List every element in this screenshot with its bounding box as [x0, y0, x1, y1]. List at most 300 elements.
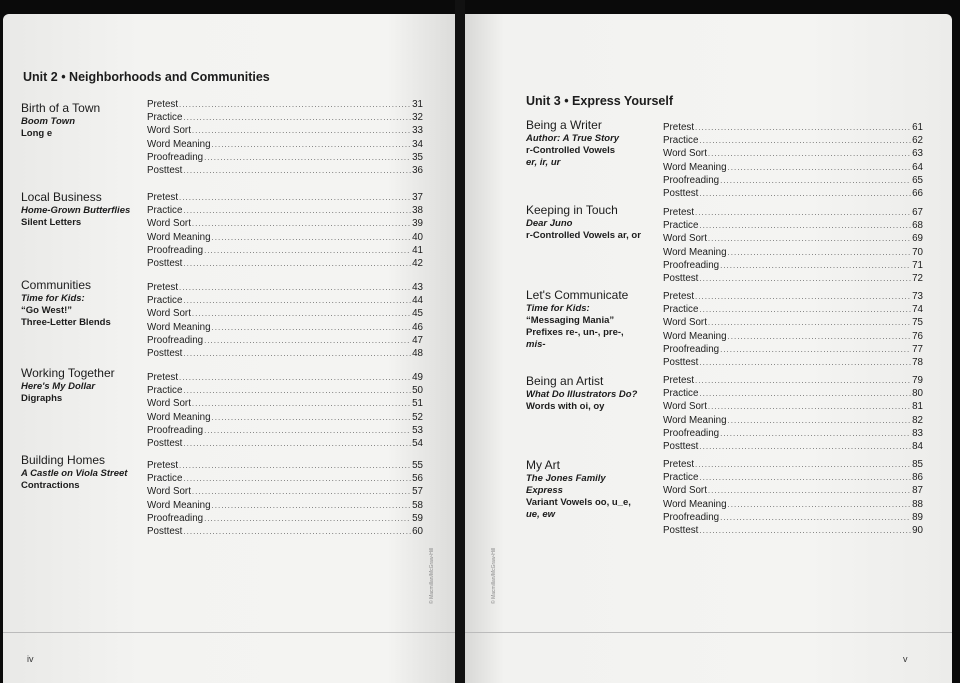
- toc-entry[interactable]: [147, 371, 423, 384]
- toc-entry-list: [663, 458, 923, 537]
- copyright-notice: © Macmillan/McGraw-Hill: [429, 547, 435, 604]
- section-title: Local Business: [21, 190, 102, 204]
- unit-heading: Unit 2 • Neighborhoods and Communities: [23, 70, 270, 84]
- toc-entry[interactable]: [147, 459, 423, 472]
- dot-leader: [192, 397, 411, 410]
- dot-leader: [204, 512, 411, 525]
- dot-leader: [695, 206, 911, 219]
- dot-leader: [204, 334, 411, 347]
- toc-entry[interactable]: [147, 191, 423, 204]
- toc-section: [526, 289, 628, 351]
- entry-label: Pretest: [663, 291, 695, 302]
- entry-label: Word Meaning: [147, 231, 211, 243]
- section-title: Let's Communicate: [526, 288, 629, 302]
- toc-entry[interactable]: [147, 294, 423, 307]
- toc-entry[interactable]: [663, 316, 923, 329]
- toc-entry-list: [147, 191, 423, 270]
- toc-entry[interactable]: [663, 187, 923, 200]
- toc-entry[interactable]: [147, 151, 423, 164]
- toc-section: [21, 367, 115, 405]
- entry-label: Pretest: [147, 460, 179, 471]
- toc-entry[interactable]: [147, 124, 423, 137]
- entry-label: Posttest: [147, 526, 183, 538]
- section-subtitle: Silent Letters: [21, 217, 82, 228]
- section-subtitle: r-Controlled Vowels: [526, 145, 616, 156]
- entry-page-number: 55: [412, 460, 423, 471]
- dot-leader: [699, 134, 911, 147]
- entry-label: Posttest: [147, 165, 183, 177]
- unit-heading: Unit 3 • Express Yourself: [526, 94, 674, 108]
- section-title: Birth of a Town: [21, 101, 101, 115]
- entry-page-number: 64: [912, 161, 923, 173]
- toc-entry[interactable]: [663, 343, 923, 356]
- section-subtitle: mis-: [526, 339, 546, 350]
- section-subtitle: Long e: [21, 128, 53, 139]
- entry-label: Word Sort: [663, 485, 707, 497]
- entry-page-number: 47: [412, 334, 423, 346]
- dot-leader: [728, 498, 912, 511]
- dot-leader: [699, 219, 911, 232]
- dot-leader: [728, 161, 912, 174]
- toc-entry[interactable]: [663, 303, 923, 316]
- entry-label: Proofreading: [147, 334, 204, 346]
- section-subtitle: Time for Kids:: [21, 293, 85, 304]
- toc-entry[interactable]: [147, 334, 423, 347]
- toc-entry[interactable]: [147, 138, 423, 151]
- dot-leader: [720, 511, 911, 524]
- entry-label: Word Sort: [147, 218, 191, 230]
- toc-entry[interactable]: [663, 498, 923, 511]
- entry-label: Word Sort: [663, 233, 707, 245]
- entry-page-number: 32: [412, 112, 423, 124]
- entry-label: Practice: [147, 295, 183, 307]
- toc-entry[interactable]: [147, 525, 423, 538]
- entry-page-number: 42: [412, 258, 423, 270]
- entry-page-number: 83: [912, 427, 923, 439]
- dot-leader: [728, 330, 912, 343]
- dot-leader: [183, 294, 411, 307]
- entry-page-number: 60: [412, 526, 423, 538]
- dot-leader: [699, 187, 911, 200]
- dot-leader: [720, 174, 911, 187]
- section-subtitle: A Castle on Viola Street: [21, 468, 128, 479]
- entry-page-number: 70: [912, 246, 923, 258]
- toc-entry[interactable]: [147, 244, 423, 257]
- entry-label: Posttest: [663, 273, 699, 285]
- entry-page-number: 69: [912, 233, 923, 245]
- toc-entry[interactable]: [147, 499, 423, 512]
- entry-label: Proofreading: [663, 259, 720, 271]
- entry-label: Practice: [663, 304, 699, 316]
- entry-label: Proofreading: [147, 424, 204, 436]
- entry-label: Pretest: [147, 192, 179, 203]
- toc-section: [21, 191, 130, 229]
- dot-leader: [183, 384, 411, 397]
- entry-page-number: 68: [912, 220, 923, 232]
- entry-page-number: 58: [412, 499, 423, 511]
- dot-leader: [708, 400, 911, 413]
- section-subtitle: Boom Town: [21, 116, 75, 127]
- dot-leader: [728, 414, 912, 427]
- entry-label: Practice: [663, 388, 699, 400]
- entry-label: Word Meaning: [147, 499, 211, 511]
- toc-entry[interactable]: [663, 161, 923, 174]
- entry-page-number: 77: [912, 343, 923, 355]
- toc-entry[interactable]: [147, 164, 423, 177]
- entry-page-number: 71: [912, 259, 923, 271]
- entry-page-number: 82: [912, 414, 923, 426]
- section-title: My Art: [526, 458, 561, 472]
- dot-leader: [183, 472, 411, 485]
- entry-label: Pretest: [147, 282, 179, 293]
- entry-page-number: 78: [912, 357, 923, 369]
- toc-entry[interactable]: [663, 272, 923, 285]
- section-title: Building Homes: [21, 453, 106, 467]
- dot-leader: [720, 259, 911, 272]
- dot-leader: [708, 232, 911, 245]
- entry-label: Practice: [663, 472, 699, 484]
- toc-entry[interactable]: [663, 259, 923, 272]
- entry-page-number: 89: [912, 511, 923, 523]
- toc-entry[interactable]: [663, 174, 923, 187]
- toc-entry[interactable]: [663, 246, 923, 259]
- entry-label: Word Meaning: [663, 414, 727, 426]
- toc-entry[interactable]: [663, 219, 923, 232]
- entry-label: Posttest: [663, 357, 699, 369]
- entry-label: Posttest: [663, 525, 699, 537]
- toc-section: [526, 375, 637, 413]
- entry-page-number: 37: [412, 192, 423, 203]
- toc-entry[interactable]: [663, 440, 923, 453]
- toc-section: [21, 102, 100, 140]
- entry-page-number: 45: [412, 308, 423, 320]
- entry-page-number: 41: [412, 244, 423, 256]
- entry-label: Practice: [147, 473, 183, 485]
- toc-entry[interactable]: [663, 484, 923, 497]
- toc-entry-list: [663, 121, 923, 200]
- dot-leader: [695, 121, 911, 134]
- entry-page-number: 88: [912, 498, 923, 510]
- toc-entry[interactable]: [663, 290, 923, 303]
- toc-entry-list: [663, 206, 923, 285]
- section-subtitle: Here's My Dollar: [21, 381, 96, 392]
- toc-entry[interactable]: [147, 204, 423, 217]
- entry-label: Proofreading: [663, 427, 720, 439]
- dot-leader: [212, 411, 412, 424]
- toc-entry[interactable]: [147, 397, 423, 410]
- dot-leader: [183, 204, 411, 217]
- toc-entry-list: [663, 290, 923, 369]
- entry-page-number: 87: [912, 485, 923, 497]
- dot-leader: [192, 217, 411, 230]
- dot-leader: [699, 356, 911, 369]
- dot-leader: [728, 246, 912, 259]
- entry-page-number: 86: [912, 472, 923, 484]
- entry-page-number: 33: [412, 125, 423, 137]
- dot-leader: [179, 459, 411, 472]
- section-subtitle: “Messaging Mania”: [526, 315, 615, 326]
- section-subtitle: Home-Grown Butterflies: [21, 205, 131, 216]
- section-subtitle: Variant Vowels oo, u_e,: [526, 497, 631, 508]
- section-subtitle: Words with oi, oy: [526, 401, 605, 412]
- toc-entry[interactable]: [663, 524, 923, 537]
- entry-page-number: 43: [412, 282, 423, 293]
- toc-entry[interactable]: [147, 321, 423, 334]
- toc-entry[interactable]: [663, 356, 923, 369]
- entry-page-number: 85: [912, 459, 923, 470]
- entry-label: Word Meaning: [147, 411, 211, 423]
- entry-label: Proofreading: [147, 512, 204, 524]
- toc-entry-list: [147, 281, 423, 360]
- entry-label: Practice: [663, 220, 699, 232]
- dot-leader: [212, 499, 412, 512]
- dot-leader: [212, 321, 412, 334]
- entry-page-number: 49: [412, 372, 423, 383]
- section-title: Keeping in Touch: [526, 203, 618, 217]
- entry-page-number: 65: [912, 174, 923, 186]
- dot-leader: [204, 244, 411, 257]
- entry-page-number: 63: [912, 148, 923, 160]
- entry-page-number: 66: [912, 188, 923, 200]
- entry-page-number: 54: [412, 438, 423, 450]
- toc-entry[interactable]: [147, 347, 423, 360]
- entry-page-number: 79: [912, 375, 923, 386]
- toc-entry[interactable]: [663, 471, 923, 484]
- entry-label: Word Sort: [147, 398, 191, 410]
- toc-entry[interactable]: [147, 231, 423, 244]
- entry-page-number: 44: [412, 295, 423, 307]
- section-title: Being a Writer: [526, 118, 602, 132]
- toc-entry[interactable]: [663, 427, 923, 440]
- section-subtitle: er, ir, ur: [526, 157, 561, 168]
- entry-label: Word Meaning: [147, 138, 211, 150]
- entry-page-number: 81: [912, 401, 923, 413]
- entry-page-number: 34: [412, 138, 423, 150]
- dot-leader: [699, 303, 911, 316]
- dot-leader: [179, 191, 411, 204]
- page-number: v: [903, 654, 908, 664]
- dot-leader: [695, 290, 911, 303]
- section-subtitle: The Jones Family: [526, 473, 606, 484]
- toc-entry[interactable]: [147, 257, 423, 270]
- toc-entry-list: [147, 98, 423, 177]
- entry-page-number: 73: [912, 291, 923, 302]
- entry-label: Pretest: [147, 372, 179, 383]
- entry-label: Word Meaning: [663, 330, 727, 342]
- toc-entry[interactable]: [663, 387, 923, 400]
- dot-leader: [192, 307, 411, 320]
- dot-leader: [183, 437, 411, 450]
- dot-leader: [699, 272, 911, 285]
- left-page: [3, 14, 455, 683]
- section-subtitle: Digraphs: [21, 393, 63, 404]
- section-subtitle: What Do Illustrators Do?: [526, 389, 638, 400]
- toc-section: [526, 459, 631, 521]
- entry-label: Pretest: [663, 122, 695, 133]
- footer-rule: [465, 632, 952, 633]
- dot-leader: [183, 257, 411, 270]
- entry-label: Posttest: [147, 348, 183, 360]
- toc-entry[interactable]: [663, 511, 923, 524]
- entry-label: Word Sort: [147, 486, 191, 498]
- dot-leader: [204, 151, 411, 164]
- book-gutter: [455, 0, 465, 683]
- toc-section: [21, 454, 127, 492]
- dot-leader: [179, 371, 411, 384]
- dot-leader: [212, 231, 412, 244]
- entry-label: Posttest: [147, 258, 183, 270]
- entry-label: Pretest: [663, 207, 695, 218]
- toc-section: [21, 279, 111, 329]
- toc-entry[interactable]: [147, 512, 423, 525]
- copyright-notice: © Macmillan/McGraw-Hill: [491, 547, 497, 604]
- toc-entry[interactable]: [147, 472, 423, 485]
- entry-page-number: 67: [912, 207, 923, 218]
- entry-page-number: 51: [412, 398, 423, 410]
- toc-entry[interactable]: [663, 232, 923, 245]
- entry-page-number: 80: [912, 388, 923, 400]
- entry-page-number: 50: [412, 385, 423, 397]
- entry-page-number: 75: [912, 317, 923, 329]
- entry-label: Word Meaning: [663, 498, 727, 510]
- entry-page-number: 72: [912, 273, 923, 285]
- toc-entry[interactable]: [663, 400, 923, 413]
- entry-page-number: 76: [912, 330, 923, 342]
- dot-leader: [183, 111, 411, 124]
- section-subtitle: “Go West!”: [21, 305, 73, 316]
- dot-leader: [708, 484, 911, 497]
- section-subtitle: Prefixes re-, un-, pre-,: [526, 327, 624, 338]
- section-subtitle: Author: A True Story: [526, 133, 620, 144]
- section-title: Working Together: [21, 366, 115, 380]
- toc-entry[interactable]: [147, 384, 423, 397]
- section-subtitle: r-Controlled Vowels ar, or: [526, 230, 641, 241]
- toc-entry[interactable]: [147, 217, 423, 230]
- entry-label: Pretest: [663, 459, 695, 470]
- entry-page-number: 31: [412, 99, 423, 110]
- entry-page-number: 57: [412, 486, 423, 498]
- entry-page-number: 53: [412, 424, 423, 436]
- footer-rule: [3, 632, 455, 633]
- toc-entry[interactable]: [663, 121, 923, 134]
- toc-entry-list: [147, 371, 423, 450]
- entry-page-number: 35: [412, 151, 423, 163]
- toc-section: [526, 119, 619, 169]
- toc-entry[interactable]: [147, 307, 423, 320]
- entry-page-number: 61: [912, 122, 923, 133]
- dot-leader: [695, 374, 911, 387]
- entry-label: Proofreading: [663, 174, 720, 186]
- dot-leader: [179, 98, 411, 111]
- entry-label: Word Sort: [663, 148, 707, 160]
- toc-entry[interactable]: [663, 206, 923, 219]
- entry-label: Word Meaning: [663, 161, 727, 173]
- dot-leader: [204, 424, 411, 437]
- dot-leader: [720, 427, 911, 440]
- dot-leader: [708, 147, 911, 160]
- dot-leader: [699, 440, 911, 453]
- entry-label: Practice: [147, 205, 183, 217]
- toc-entry[interactable]: [663, 414, 923, 427]
- entry-label: Proofreading: [147, 151, 204, 163]
- entry-label: Posttest: [663, 441, 699, 453]
- entry-label: Word Sort: [663, 401, 707, 413]
- toc-entry[interactable]: [663, 147, 923, 160]
- entry-label: Proofreading: [663, 511, 720, 523]
- dot-leader: [192, 485, 411, 498]
- toc-entry[interactable]: [147, 424, 423, 437]
- entry-label: Pretest: [147, 99, 179, 110]
- entry-label: Word Sort: [663, 317, 707, 329]
- dot-leader: [183, 347, 411, 360]
- dot-leader: [708, 316, 911, 329]
- entry-label: Word Sort: [147, 308, 191, 320]
- dot-leader: [699, 471, 911, 484]
- toc-entry-list: [147, 459, 423, 538]
- entry-page-number: 74: [912, 304, 923, 316]
- right-page: [465, 14, 952, 683]
- toc-entry[interactable]: [663, 458, 923, 471]
- entry-label: Word Meaning: [147, 321, 211, 333]
- toc-entry-list: [663, 374, 923, 453]
- toc-section: [526, 204, 641, 242]
- entry-label: Word Meaning: [663, 246, 727, 258]
- toc-entry[interactable]: [147, 98, 423, 111]
- entry-page-number: 59: [412, 512, 423, 524]
- dot-leader: [179, 281, 411, 294]
- entry-label: Practice: [147, 112, 183, 124]
- entry-page-number: 48: [412, 348, 423, 360]
- entry-label: Practice: [663, 135, 699, 147]
- dot-leader: [699, 524, 911, 537]
- toc-entry[interactable]: [147, 111, 423, 124]
- toc-entry[interactable]: [663, 374, 923, 387]
- entry-label: Pretest: [663, 375, 695, 386]
- entry-page-number: 52: [412, 411, 423, 423]
- section-subtitle: Express: [526, 485, 563, 496]
- entry-page-number: 36: [412, 165, 423, 177]
- entry-label: Proofreading: [663, 343, 720, 355]
- toc-entry[interactable]: [147, 281, 423, 294]
- entry-page-number: 90: [912, 525, 923, 537]
- section-subtitle: Time for Kids:: [526, 303, 590, 314]
- dot-leader: [183, 525, 411, 538]
- entry-label: Practice: [147, 385, 183, 397]
- dot-leader: [192, 124, 411, 137]
- entry-page-number: 84: [912, 441, 923, 453]
- toc-entry[interactable]: [663, 330, 923, 343]
- section-subtitle: ue, ew: [526, 509, 556, 520]
- toc-entry[interactable]: [147, 485, 423, 498]
- entry-page-number: 38: [412, 205, 423, 217]
- section-title: Being an Artist: [526, 374, 604, 388]
- dot-leader: [720, 343, 911, 356]
- toc-entry[interactable]: [663, 134, 923, 147]
- entry-label: Posttest: [663, 188, 699, 200]
- entry-page-number: 62: [912, 135, 923, 147]
- section-subtitle: Contractions: [21, 480, 80, 491]
- dot-leader: [695, 458, 911, 471]
- toc-entry[interactable]: [147, 437, 423, 450]
- section-subtitle: Three-Letter Blends: [21, 317, 111, 328]
- dot-leader: [212, 138, 412, 151]
- section-subtitle: Dear Juno: [526, 218, 573, 229]
- dot-leader: [183, 164, 411, 177]
- toc-entry[interactable]: [147, 411, 423, 424]
- entry-label: Proofreading: [147, 244, 204, 256]
- section-title: Communities: [21, 278, 92, 292]
- entry-label: Word Sort: [147, 125, 191, 137]
